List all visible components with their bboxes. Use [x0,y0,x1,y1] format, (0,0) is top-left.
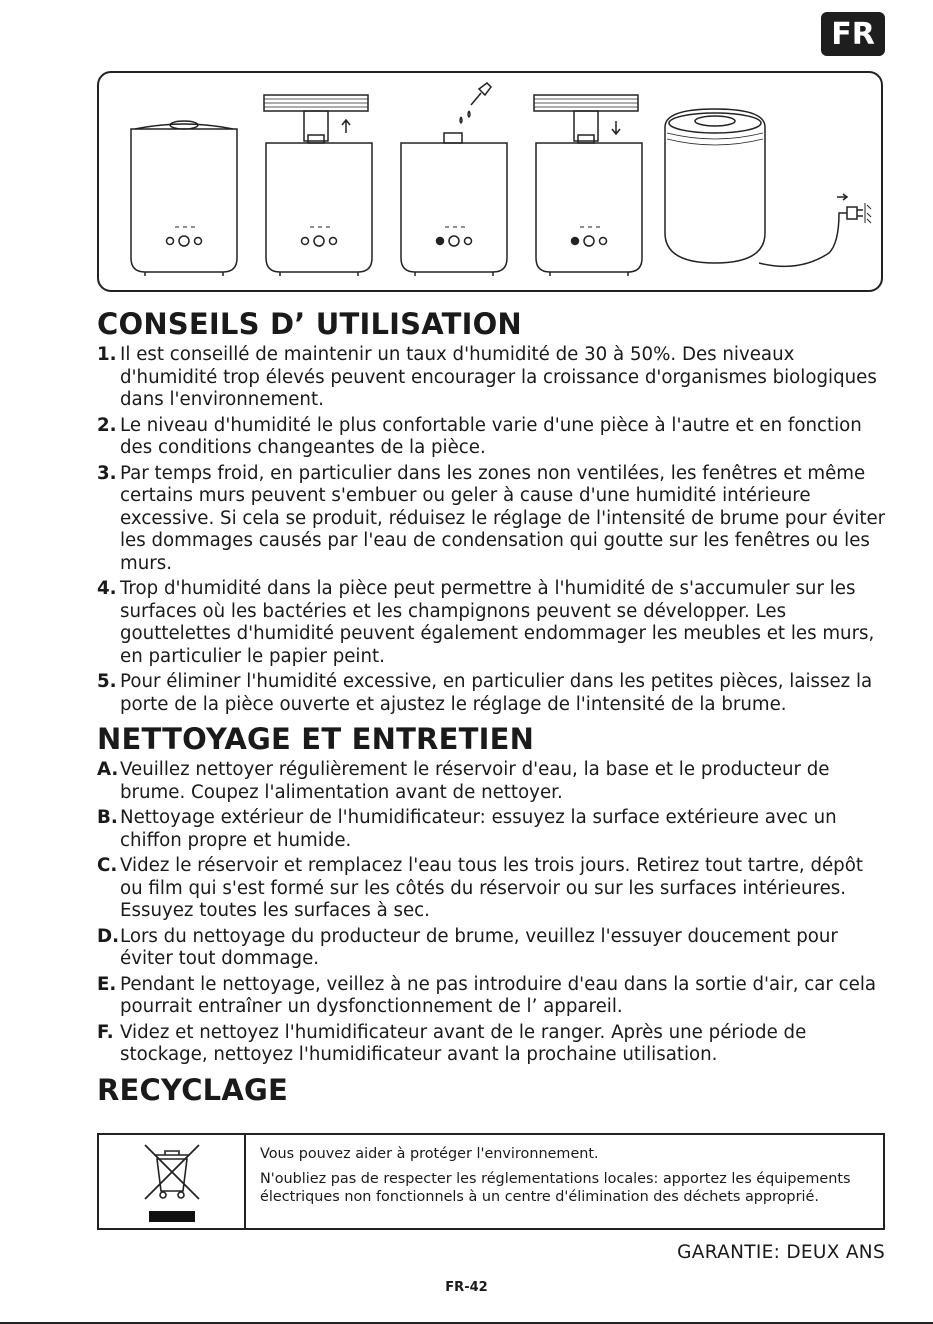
section-title-recycling: RECYCLAGE [97,1072,289,1107]
humidifier-unit-5 [665,109,871,266]
language-badge: FR [821,12,885,56]
list-item [97,926,887,971]
item-letter: F. [97,1021,114,1043]
item-letter: B. [97,807,118,828]
humidifier-unit-1 [131,121,237,276]
usage-illustration [97,71,883,292]
list-item [97,463,887,576]
item-text: Le niveau d'humidité le plus confortable varie d'une pièce à l'autre et en fonction des conditions changeantes de la pièce. [120,414,862,458]
list-item [97,415,887,460]
item-text: Il est conseillé de maintenir un taux d'humidité de 30 à 50%. Des niveaux d'humidité trop élevés peuvent encourager la croissance d'organismes biologiques dans l'environnement. [120,344,877,410]
humidifier-illustration [99,73,885,294]
usage-tips-list [97,344,887,716]
list-item [97,671,887,716]
item-text: Videz le réservoir et remplacez l'eau tous les trois jours. Retirez tout tartre, dépôt ou film qui s'est formé sur les côtés du réservoir ou sur les surfaces intérieures. Essuyez toutes les surfaces à sec. [120,855,863,921]
page-number: FR-42 [445,1280,488,1295]
item-letter: D. [97,925,120,947]
item-text: Lors du nettoyage du producteur de brume, veuillez l'essuyer doucement pour éviter tout dommage. [120,925,838,969]
weee-bin-icon [99,1135,246,1228]
humidifier-unit-4 [534,95,642,276]
list-item [97,807,887,852]
section-title-usage: CONSEILS D’ UTILISATION [97,307,522,341]
section-title-cleaning: NETTOYAGE ET ENTRETIEN [97,722,535,756]
item-letter: E. [97,973,117,995]
list-item [97,759,887,804]
list-item [97,974,887,1019]
main-content [97,304,887,1110]
item-letter: A. [97,759,119,780]
crossed-bin-icon [99,1135,244,1228]
item-text: Trop d'humidité dans la pièce peut permettre à l'humidité de s'accumuler sur les surfaces où les bactéries et les champignons peuvent se développer. Les gouttelettes d'humidité peuvent également endommager les meubles et les murs, en particulier le papier peint. [120,578,875,667]
list-item [97,1022,887,1067]
list-item [97,344,887,412]
warranty-note: GARANTIE: DEUX ANS [677,1242,885,1263]
item-text: Pendant le nettoyage, veillez à ne pas introduire d'eau dans la sortie d'air, car cela pourrait entraîner un dysfonctionnement de l’ appareil. [120,973,877,1017]
recycling-text [246,1135,883,1228]
recycling-line-2: N'oubliez pas de respecter les réglementations locales: apportez les équipements électriques non fonctionnels à un centre d'élimination des déchets approprié. [260,1171,851,1205]
item-text: Nettoyage extérieur de l'humidificateur: essuyez la surface extérieure avec un chiffon propre et humide. [120,807,837,851]
item-text: Videz et nettoyez l'humidificateur avant de le ranger. Après une période de stockage, nettoyez l'humidificateur avant la prochaine utilisation. [120,1021,807,1065]
item-number: 3. [97,462,117,484]
cleaning-list [97,759,887,1067]
recycling-line-1: Vous pouvez aider à protéger l'environnement. [260,1146,599,1162]
item-number: 5. [97,671,117,692]
item-number: 1. [97,344,117,365]
item-text: Par temps froid, en particulier dans les zones non ventilées, les fenêtres et même certains murs peuvent s'embuer ou geler à cause d'une humidité intérieure excessive. Si cela se produit, réduisez le réglage de l'intensité de brume pour éviter les dommages causés par l'eau de condensation qui goutte sur les fenêtres ou les murs. [120,462,886,574]
item-text: Veuillez nettoyer régulièrement le réservoir d'eau, la base et le producteur de brume. Coupez l'alimentation avant de nettoyer. [120,759,830,803]
recycling-notice [97,1133,885,1230]
item-number: 2. [97,414,117,436]
item-number: 4. [97,578,117,599]
list-item [97,578,887,668]
list-item [97,855,887,923]
item-letter: C. [97,855,118,876]
item-text: Pour éliminer l'humidité excessive, en particulier dans les petites pièces, laissez la porte de la pièce ouverte et ajustez le réglage de l'intensité de la brume. [120,671,873,715]
humidifier-unit-3 [401,83,507,276]
humidifier-unit-2 [264,95,372,276]
